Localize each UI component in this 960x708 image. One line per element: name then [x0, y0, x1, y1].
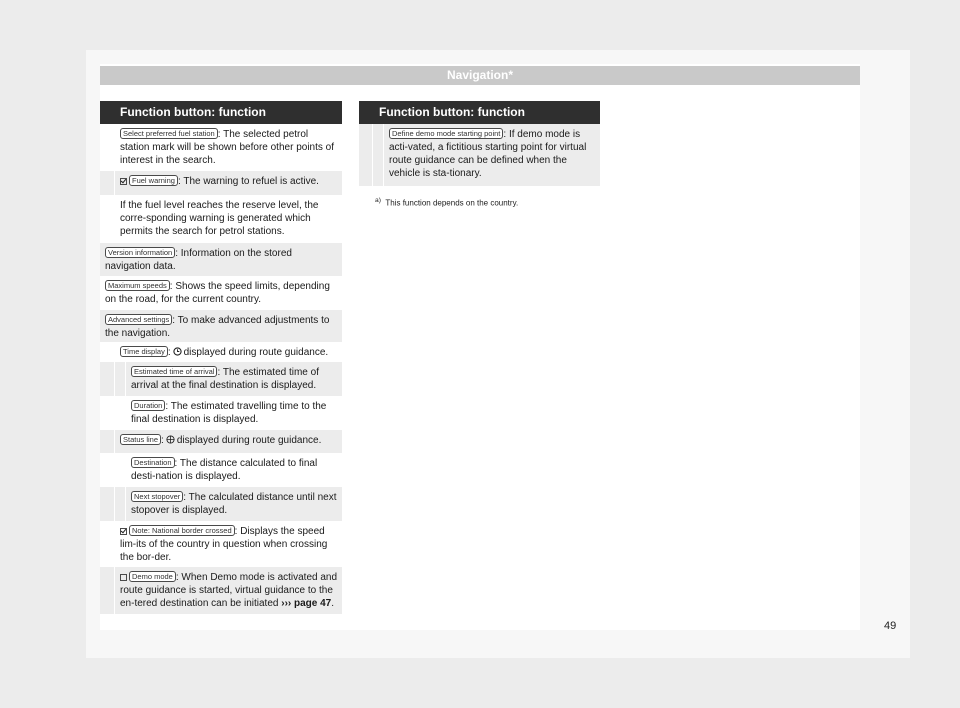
table-row — [100, 342, 342, 362]
table-row — [100, 243, 342, 276]
table-row — [100, 567, 342, 614]
footnote-marker: a) — [375, 197, 381, 204]
table-row — [100, 310, 342, 342]
checkbox-checked-icon — [120, 528, 127, 535]
function-button: Maximum speeds — [105, 280, 170, 291]
function-button: Version information — [105, 247, 175, 258]
footnote-text: This function depends on the country. — [385, 198, 519, 208]
function-button: Destination — [131, 457, 175, 468]
table-row — [100, 124, 342, 171]
table-row — [359, 124, 600, 186]
row-text: If the fuel level reaches the reserve level, the corre-sponding warning is generated which permits the search for petrol stations. — [120, 200, 319, 237]
row-text-tail: . — [331, 598, 335, 609]
table-row — [100, 171, 342, 195]
function-button: Estimated time of arrival — [131, 366, 217, 377]
table-row — [100, 276, 342, 310]
row-text: : The warning to refuel is active. — [177, 176, 319, 187]
table-row — [100, 430, 342, 453]
row-text: : Shows the speed limits, depending on the road, for the current country. — [105, 281, 330, 305]
function-button: Select preferred fuel station — [120, 128, 218, 139]
row-text: : Displays the speed lim-its of the country in question when crossing the bor-der. — [120, 526, 328, 563]
row-text: : When Demo mode is activated and route guidance is started, virtual guidance to the en-tered destination can be initiated — [120, 572, 338, 609]
page-title: Navigation* — [100, 66, 860, 85]
clock-icon — [173, 347, 182, 356]
table-row — [100, 195, 342, 243]
right-function-table — [359, 101, 600, 186]
table-row — [100, 453, 342, 487]
page-reference-link[interactable]: ››› page 47 — [281, 598, 332, 609]
left-function-table — [100, 101, 342, 614]
left-table-heading: Function button: function — [100, 101, 342, 124]
function-button: Advanced settings — [105, 314, 172, 325]
row-text: displayed during route guidance. — [183, 347, 329, 358]
function-button: Duration — [131, 400, 165, 411]
checkbox-unchecked-icon — [120, 574, 127, 581]
row-text: : The estimated travelling time to the final destination is displayed. — [131, 401, 327, 425]
right-table-heading: Function button: function — [359, 101, 600, 124]
table-row — [100, 487, 342, 521]
function-button: Note: National border crossed — [129, 525, 235, 536]
function-button: Demo mode — [129, 571, 176, 582]
compass-icon — [166, 435, 175, 444]
row-text: : If demo mode is acti-vated, a fictitious starting point for virtual route guidance can be defined when the vehicle is sta-tionary. — [389, 129, 587, 179]
row-text: displayed during route guidance. — [176, 435, 322, 446]
function-button: Next stopover — [131, 491, 183, 502]
function-button: Status line — [120, 434, 161, 445]
page-number: 49 — [884, 620, 897, 632]
row-text: : The estimated time of arrival at the final destination is displayed. — [131, 367, 319, 391]
row-text: : The distance calculated to final desti-nation is displayed. — [131, 458, 318, 482]
table-row — [100, 362, 342, 396]
table-row — [100, 396, 342, 430]
row-text: : The calculated distance until next stopover is displayed. — [131, 492, 337, 516]
checkbox-checked-icon — [120, 178, 127, 185]
function-button: Define demo mode starting point — [389, 128, 503, 139]
row-separator: : — [161, 435, 164, 446]
table-row — [100, 521, 342, 567]
row-separator: : — [167, 347, 171, 358]
footnote — [375, 195, 518, 209]
function-button: Time display — [120, 346, 168, 357]
row-text: : Information on the stored navigation data. — [105, 248, 292, 272]
row-text: : The selected petrol station mark will be shown before other points of interest in the search. — [120, 129, 334, 166]
function-button: Fuel warning — [129, 175, 178, 186]
row-text: : To make advanced adjustments to the navigation. — [105, 315, 330, 339]
